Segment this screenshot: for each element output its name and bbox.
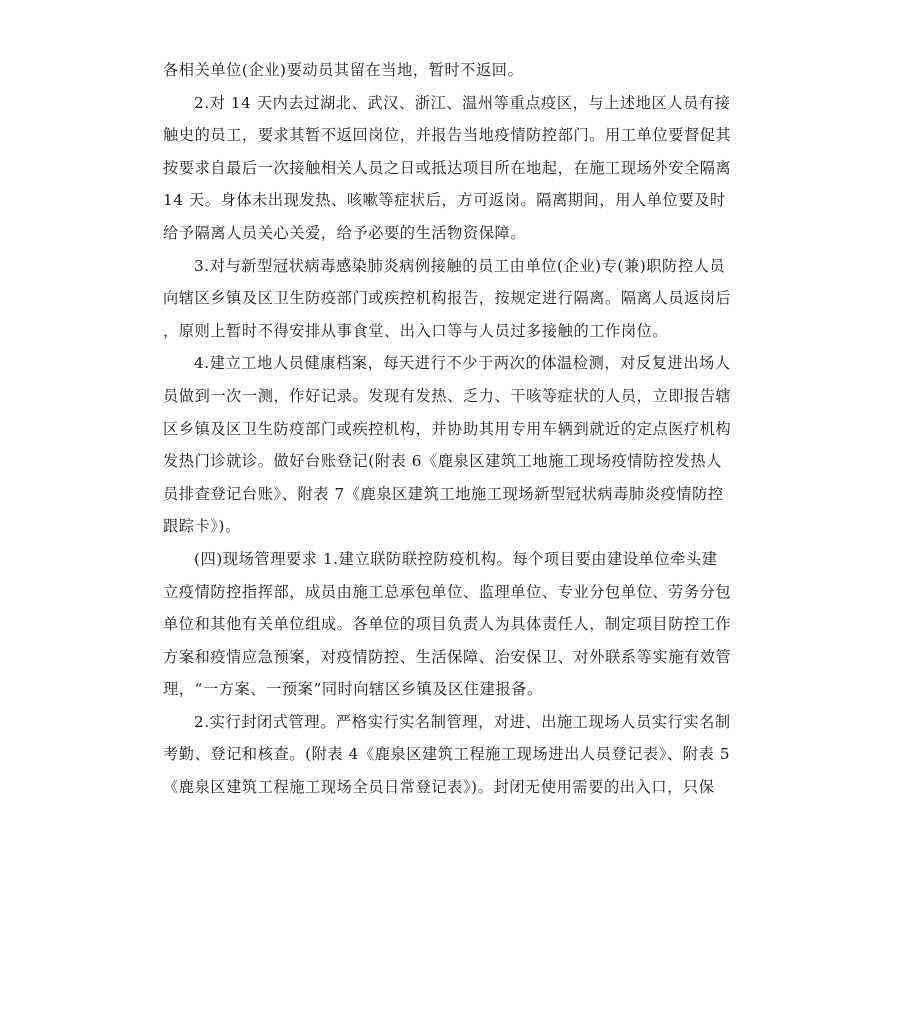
text-line: 3.对与新型冠状病毒感染肺炎病例接触的员工由单位(企业)专(兼)职防控人员 bbox=[194, 256, 726, 275]
text-line: 按要求自最后一次接触相关人员之日或抵达项目所在地起，在施工现场外安全隔离 bbox=[163, 158, 732, 177]
text-line: 理，“一方案、一预案”同时向辖区乡镇及区住建报备。 bbox=[163, 680, 543, 699]
text-line: 员做到一次一测，作好记录。发现有发热、乏力、干咳等症状的人员，立即报告辖 bbox=[163, 386, 732, 405]
text-line: 员排查登记台账》、附表 7《鹿泉区建筑工地施工现场新型冠状病毒肺炎疫情防控 bbox=[163, 484, 724, 503]
text-line: 单位和其他有关单位组成。各单位的项目负责人为具体责任人，制定项目防控工作 bbox=[163, 615, 732, 634]
text-line: (四)现场管理要求 1.建立联防联控防疫机构。每个项目要由建设单位牵头建 bbox=[194, 549, 718, 568]
text-line: 向辖区乡镇及区卫生防疫部门或疾控机构报告，按规定进行隔离。隔离人员返岗后 bbox=[163, 289, 732, 308]
text-line: 《鹿泉区建筑工程施工现场全员日常登记表》)。封闭无使用需要的出入口，只保 bbox=[163, 778, 715, 797]
text-line: ，原则上暂时不得安排从事食堂、出入口等与人员过多接触的工作岗位。 bbox=[163, 321, 669, 340]
text-line: 4.建立工地人员健康档案，每天进行不少于两次的体温检测，对反复进出场人 bbox=[194, 354, 731, 373]
text-line: 立疫情防控指挥部，成员由施工总承包单位、监理单位、专业分包单位、劳务分包 bbox=[163, 582, 732, 601]
text-line: 14 天。身体未出现发热、咳嗽等症状后，方可返岗。隔离期间，用人单位要及时 bbox=[163, 191, 726, 210]
text-line: 2.对 14 天内去过湖北、武汉、浙江、温州等重点疫区，与上述地区人员有接 bbox=[194, 93, 731, 112]
text-line: 触史的员工，要求其暂不返回岗位，并报告当地疫情防控部门。用工单位要督促其 bbox=[163, 126, 732, 145]
text-line: 发热门诊就诊。做好台账登记(附表 6《鹿泉区建筑工地施工现场疫情防控发热人 bbox=[163, 452, 722, 471]
text-line: 跟踪卡》)。 bbox=[163, 517, 241, 536]
text-line: 各相关单位(企业)要动员其留在当地，暂时不返回。 bbox=[163, 61, 524, 79]
text-line: 2.实行封闭式管理。严格实行实名制管理，对进、出施工现场人员实行实名制 bbox=[194, 712, 731, 731]
text-line: 区乡镇及区卫生防疫部门或疾控机构，并协助其用专用车辆到就近的定点医疗机构 bbox=[163, 419, 732, 438]
text-line: 方案和疫情应急预案，对疫情防控、生活保障、治安保卫、对外联系等实施有效管 bbox=[163, 647, 732, 666]
document-body bbox=[163, 54, 760, 804]
text-line: 给予隔离人员关心关爱，给予必要的生活物资保障。 bbox=[163, 223, 527, 242]
text-line: 考勤、登记和核查。(附表 4《鹿泉区建筑工程施工现场进出人员登记表》、附表 5 bbox=[163, 745, 731, 764]
